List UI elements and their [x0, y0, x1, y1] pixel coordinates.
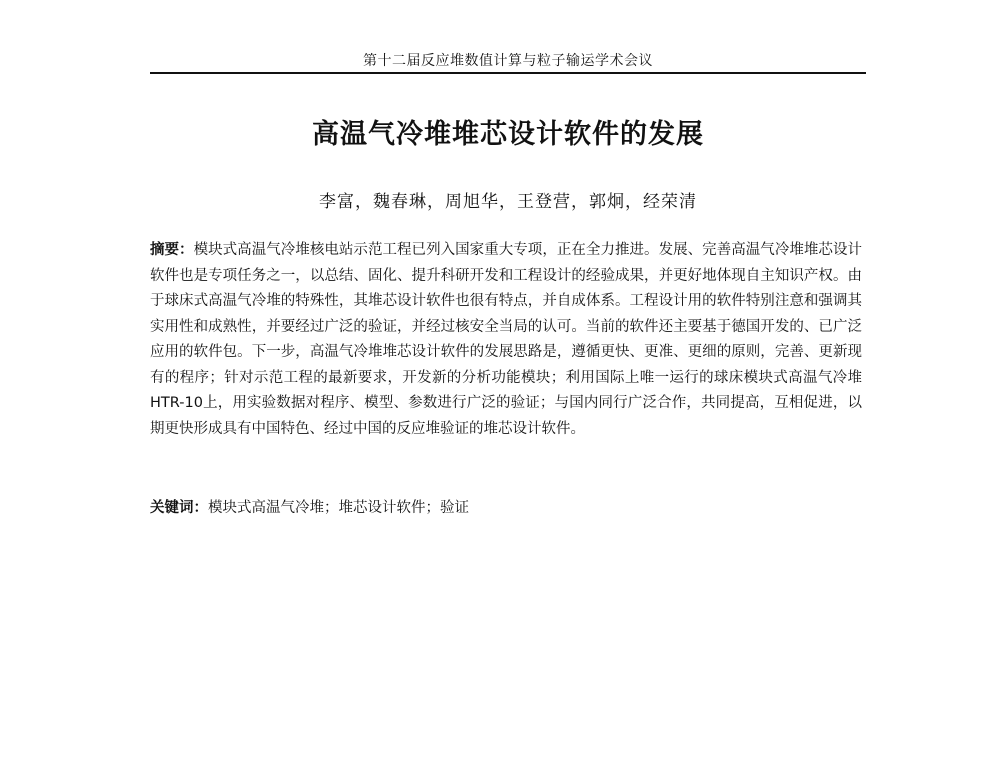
abstract: [150, 238, 862, 442]
abstract-text: 模块式高温气冷堆核电站示范工程已列入国家重大专项，正在全力推进。发展、完善高温气冷堆堆芯设计软件也是专项任务之一，以总结、固化、提升科研开发和工程设计的经验成果，并更好地体现自主知识产权。由于球床式高温气冷堆的特殊性，其堆芯设计软件也很有特点，并自成体系。工程设计用的软件特别注意和强调其实用性和成熟性，并要经过广泛的验证，并经过核安全当局的认可。当前的软件还主要基于德国开发的、已广泛应用的软件包。下一步，高温气冷堆堆芯设计软件的发展思路是，遵循更快、更准、更细的原则，完善、更新现有的程序；针对示范工程的最新要求，开发新的分析功能模块；利用国际上唯一运行的球床模块式高温气冷堆HTR-10上，用实验数据对程序、模型、参数进行广泛的验证；与国内同行广泛合作，共同提高，互相促进，以期更快形成具有中国特色、经过中国的反应堆验证的堆芯设计软件。: [150, 242, 862, 437]
author-list: 李富，魏春琳，周旭华，王登营，郭炯，经荣清: [319, 192, 697, 212]
paper-title: 高温气冷堆堆芯设计软件的发展: [312, 119, 704, 150]
keywords-label: 关键词：: [150, 500, 208, 516]
header-rule: [150, 72, 866, 74]
abstract-label: 摘要：: [150, 242, 194, 258]
conference-header: 第十二届反应堆数值计算与粒子输运学术会议: [363, 53, 653, 69]
keywords: [150, 496, 862, 521]
keywords-text: 模块式高温气冷堆；堆芯设计软件；验证: [208, 500, 469, 516]
